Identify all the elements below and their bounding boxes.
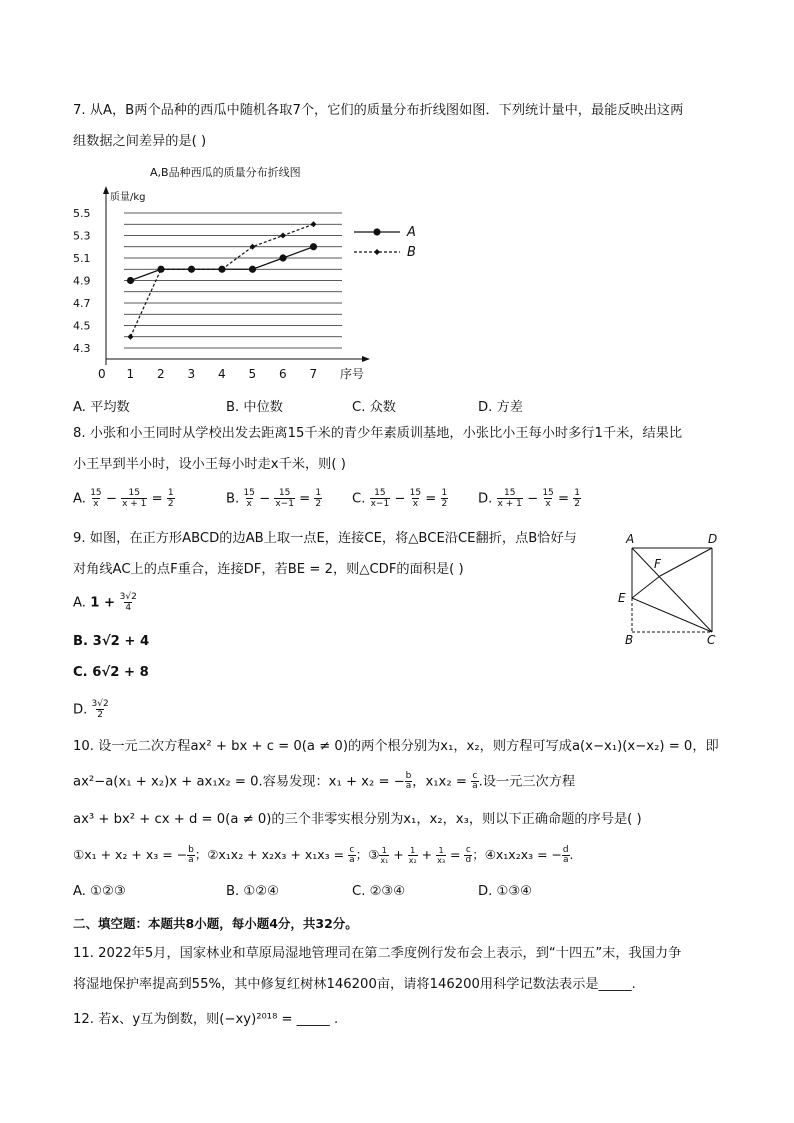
y-tick-label: 4.3: [73, 342, 91, 355]
legend-label-b: B: [407, 245, 416, 260]
frac-num: 3√2: [119, 592, 137, 602]
q10-option-a[interactable]: A. ①②③: [73, 884, 126, 899]
y-tick-label: 4.9: [73, 274, 91, 288]
q12-line1: 12. 若x、y互为倒数，则(−xy)²⁰¹⁸ = _____ .: [73, 1012, 339, 1027]
fraction: $\frac{c}{a}$: [349, 845, 355, 865]
label-c: C: [707, 633, 716, 647]
data-point-a: [188, 266, 195, 273]
x-tick-labels: [98, 366, 364, 381]
q10-statements: ①x₁ + x₂ + x₃ = − $\frac{b}{a}$ ；②x₁x₂ + x₂x₃ + x₁x₃ = $\frac{c}{a}$ ；③ $\frac{1}{\text{x₁}}$ + $\frac{1}{\text{x₂}}$ + $\frac{1}{\text{x₃}}$ = $\frac{c}{d}$ ；④x₁x₂x₃ = − $\frac{d}{a}$ .: [73, 845, 574, 865]
q8-option-d[interactable]: D. $\frac{15}{x + 1}$ − $\frac{15}{x}$ = $\frac{1}{2}$: [478, 488, 580, 509]
x-tick-label: 6: [279, 367, 287, 381]
fraction: $\frac{b}{a}$: [405, 771, 412, 791]
legend-marker-a: [373, 228, 380, 235]
fraction: $\frac{1}{\text{x₁}}$: [380, 846, 389, 865]
q7-option-d[interactable]: D. 方差: [478, 400, 523, 415]
q10-option-b[interactable]: B. ①②④: [226, 884, 279, 899]
data-point-a: [249, 266, 256, 273]
y-axis-arrow: [103, 186, 109, 194]
fraction: $\frac{1}{2}$: [574, 488, 580, 509]
q9-line2: 对角线AC上的点F重合，连接DF，若BE = 2，则△CDF的面积是( ): [73, 562, 464, 577]
data-point-a: [127, 277, 134, 284]
label-f: F: [654, 557, 661, 571]
q10-line2: ax²−a(x₁ + x₂)x + ax₁x₂ = 0.容易发现：x₁ + x₂ = − $\frac{b}{a}$ ，x₁x₂ = $\frac{c}{a}$ .设一元三次方程: [73, 771, 576, 791]
q9-line1: 9. 如图，在正方形ABCD的边AB上取一点E，连接CE，将△BCE沿CE翻折，点B恰好与: [73, 531, 577, 546]
fraction: $\frac{1}{2}$: [441, 488, 448, 509]
q8-option-b[interactable]: B. $\frac{15}{x}$ − $\frac{15}{x-1}$ = $\frac{1}{2}$: [226, 488, 322, 509]
q7-line2: 组数据之间差异的是( ): [73, 134, 207, 149]
square-fold-figure: [612, 528, 724, 650]
data-point-b: [280, 233, 286, 239]
q7-option-b[interactable]: B. 中位数: [226, 400, 283, 415]
chart-legend: [354, 225, 416, 260]
q11-line2: 将湿地保护率提高到55%，其中修复红树林146200亩，请将146200用科学记数法表示是_____.: [73, 977, 636, 992]
q8-option-c[interactable]: C. $\frac{15}{x-1}$ − $\frac{15}{x}$ = $\frac{1}{2}$: [352, 488, 448, 509]
fraction: $\frac{15}{x-1}$: [370, 488, 390, 509]
fraction: $\frac{15}{x}$: [409, 488, 422, 509]
data-point-b: [311, 221, 317, 227]
legend-label-a: A: [407, 225, 416, 240]
x-axis-label: 序号: [340, 367, 365, 381]
q9-option-c[interactable]: C. 6√2 + 8: [73, 665, 149, 680]
x-tick-label: 2: [157, 367, 165, 381]
fraction: $\frac{15}{x}$: [90, 488, 102, 509]
y-tick-labels: [73, 207, 91, 355]
fraction: $\frac{15}{x + 1}$: [497, 488, 522, 509]
fraction: $\frac{15}{x + 1}$: [122, 488, 147, 509]
x-tick-label: 1: [126, 367, 135, 381]
q10-line1: 10. 设一元二次方程ax² + bx + c = 0(a ≠ 0)的两个根分别为x₁，x₂，则方程可写成a(x−x₁)(x−x₂) = 0，即: [73, 739, 719, 754]
data-point-b: [128, 334, 134, 340]
q9-option-a[interactable]: A. 1 + $\frac{3√2}{4}$: [73, 592, 137, 613]
fraction: $\frac{1}{2}$: [315, 488, 322, 509]
x-tick-label: 3: [187, 367, 196, 381]
q8-line2: 小王早到半小时，设小王每小时走x千米，则( ): [73, 457, 346, 472]
frac-den: 4: [125, 603, 132, 613]
chart-gridlines: [124, 213, 342, 348]
label-b: B: [625, 633, 634, 647]
y-tick-label: 4.7: [73, 297, 91, 310]
q10-line3: ax³ + bx² + cx + d = 0(a ≠ 0)的三个非零实根分别为x₁，x₂，x₃，则以下正确命题的序号是( ): [73, 812, 642, 827]
y-tick-label: 5.3: [73, 229, 91, 243]
q10-option-d[interactable]: D. ①③④: [478, 884, 533, 899]
fraction: $\frac{c}{a}$: [472, 771, 478, 791]
chart-title: A,B品种西瓜的质量分布折线图: [150, 166, 301, 179]
fraction: $\frac{15}{x}$: [542, 488, 554, 509]
fraction: $\frac{15}{x-1}$: [275, 488, 294, 509]
y-axis-label: 质量/kg: [110, 192, 146, 203]
fraction: $\frac{1}{2}$: [167, 488, 174, 509]
series-a: [127, 243, 317, 284]
legend-marker-b: [374, 249, 380, 255]
q7-option-c[interactable]: C. 众数: [352, 400, 396, 415]
q9-option-b[interactable]: B. 3√2 + 4: [73, 634, 150, 649]
q9-option-d[interactable]: D. $\frac{3√2}{2}$: [73, 699, 109, 720]
q7-line1: 7. 从A，B两个品种的西瓜中随机各取7个，它们的质量分布折线图如图．下列统计量中，最能反映出这两: [73, 103, 684, 118]
data-point-a: [157, 266, 164, 273]
q8-line1: 8. 小张和小王同时从学校出发去距离15千米的青少年素质训基地，小张比小王每小时多行1千米，结果比: [73, 426, 683, 441]
section-2-title: 二、填空题：本题共8小题，每小题4分，共32分。: [73, 916, 358, 931]
q10-option-c[interactable]: C. ②③④: [352, 884, 406, 899]
y-tick-label: 4.5: [73, 319, 91, 333]
y-tick-label: 5.1: [73, 252, 91, 265]
fraction: $\frac{15}{x}$: [243, 488, 255, 509]
x-axis-arrow: [362, 356, 370, 362]
label-a: A: [626, 532, 635, 546]
q8-option-a[interactable]: A. $\frac{15}{x}$ − $\frac{15}{x + 1}$ = $\frac{1}{2}$: [73, 488, 174, 509]
x-tick-label: 5: [248, 367, 257, 381]
y-tick-label: 5.5: [73, 207, 91, 220]
fraction: $\frac{1}{\text{x₂}}$: [408, 846, 417, 865]
mass-distribution-line-chart: [60, 160, 440, 390]
fraction: $\frac{c}{d}$: [465, 845, 472, 865]
label-d: D: [708, 532, 718, 546]
frac-den: 2: [97, 710, 103, 720]
x-tick-label: 7: [309, 367, 318, 381]
q7-option-a[interactable]: A. 平均数: [73, 400, 130, 415]
fraction: $\frac{1}{\text{x₃}}$: [437, 846, 446, 865]
frac-num: 3√2: [91, 699, 109, 709]
data-point-a: [218, 266, 225, 273]
origin-label: 0: [98, 367, 106, 381]
fraction: $\frac{d}{a}$: [562, 845, 569, 865]
x-tick-label: 4: [218, 367, 226, 381]
data-point-a: [310, 243, 317, 250]
data-point-a: [279, 254, 286, 261]
q11-line1: 11. 2022年5月，国家林业和草原局湿地管理司在第二季度例行发布会上表示，到“十四五”末，我国力争: [73, 946, 682, 961]
fraction: $\frac{b}{a}$: [188, 845, 194, 865]
label-e: E: [618, 591, 626, 605]
